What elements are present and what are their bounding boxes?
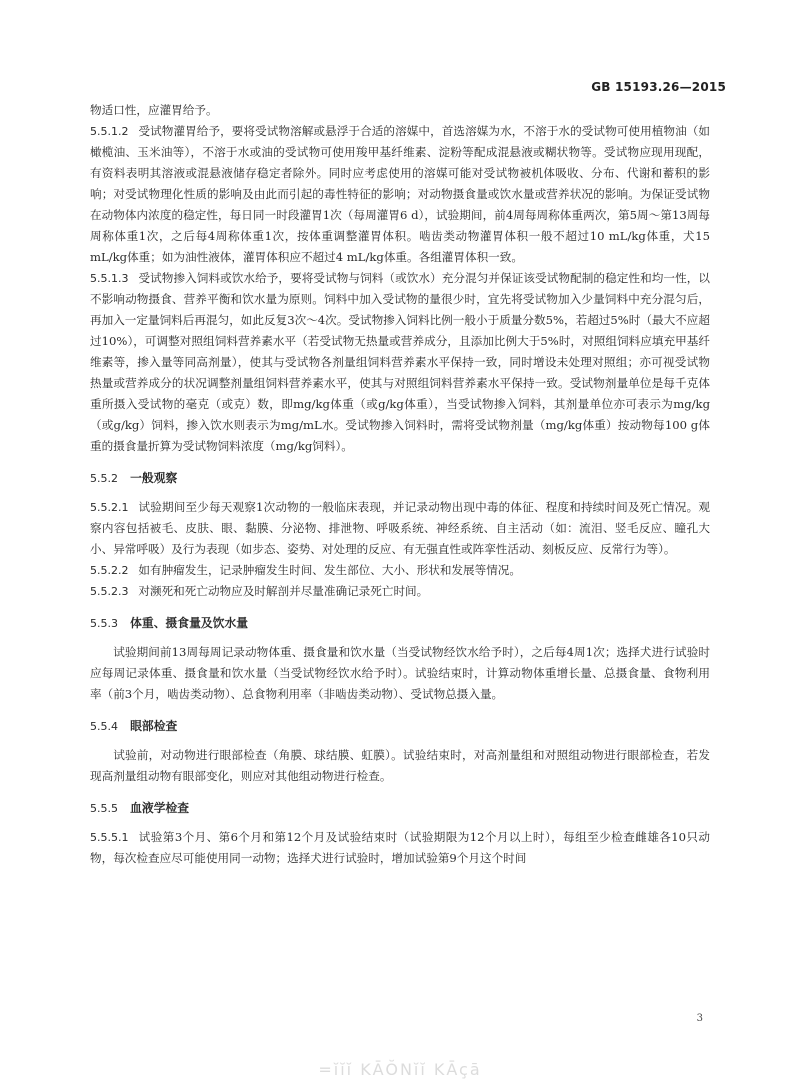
section-heading [90, 468, 710, 489]
paragraph [90, 268, 710, 457]
paragraph [90, 745, 710, 787]
clause-number: 5.5.2.1 [90, 501, 129, 514]
section-heading [90, 716, 710, 737]
section-number: 5.5.2 [90, 472, 118, 485]
clause-number: 5.5.1.2 [90, 125, 129, 138]
clause-number: 5.5.5.1 [90, 831, 129, 844]
paragraph-text: 试验期间前13周每周记录动物体重、摄食量和饮水量（当受试物经饮水给予时），之后每4周1次；选择犬进行试验时应每周记录体重、摄食量和饮水量（当受试物经饮水给予时）。试验结束时，计算动物体重增长量、总摄食量、食物利用率（前3个月，啮齿类动物）、总食物利用率（非啮齿类动物）、受试物总摄入量。 [90, 645, 710, 701]
section-title: 血液学检查 [130, 801, 190, 815]
paragraph [90, 100, 710, 121]
paragraph-text: 对濒死和死亡动物应及时解剖并尽量准确记录死亡时间。 [138, 584, 429, 598]
paragraph [90, 560, 710, 581]
paragraph [90, 827, 710, 869]
paragraph-text: 试验期间至少每天观察1次动物的一般临床表现，并记录动物出现中毒的体征、程度和持续时间及死亡情况。观察内容包括被毛、皮肤、眼、黏膜、分泌物、排泄物、呼吸系统、神经系统、自主活动（如：流泪、竖毛反应、瞳孔大小、异常呼吸）及行为表现（如步态、姿势、对处理的反应、有无强直性或阵挛性活动、刻板反应、反常行为等）。 [90, 500, 710, 556]
paragraph-text: 受试物灌胃给予，要将受试物溶解或悬浮于合适的溶媒中，首选溶媒为水，不溶于水的受试物可使用植物油（如橄榄油、玉米油等），不溶于水或油的受试物可使用羧甲基纤维素、淀粉等配成混悬液或糊状物等。受试物应现用现配，有资料表明其溶液或混悬液储存稳定者除外。同时应考虑使用的溶媒可能对受试物被机体吸收、分布、代谢和蓄积的影响；对受试物理化性质的影响及由此而引起的毒性特征的影响；对动物摄食量或饮水量或营养状况的影响。为保证受试物在动物体内浓度的稳定性，每日同一时段灌胃1次（每周灌胃6 d），试验期间，前4周每周称体重两次，第5周～第13周每周称体重1次，之后每4周称体重1次，按体重调整灌胃体积。啮齿类动物灌胃体积一般不超过10 mL/kg体重，犬15 mL/kg体重；如为油性液体，灌胃体积应不超过4 mL/kg体重。各组灌胃体积一致。 [90, 124, 710, 264]
section-title: 体重、摄食量及饮水量 [130, 616, 249, 630]
clause-number: 5.5.2.2 [90, 564, 129, 577]
paragraph [90, 121, 710, 268]
section-title: 一般观察 [130, 471, 178, 485]
section-number: 5.5.5 [90, 802, 118, 815]
section-number: 5.5.4 [90, 720, 118, 733]
paragraph [90, 497, 710, 560]
watermark-text: =ĭĭĭ KĀŎNĭĭ KĀçā [318, 1060, 482, 1079]
clause-number: 5.5.2.3 [90, 585, 129, 598]
paragraph [90, 581, 710, 602]
paragraph-text: 试验前，对动物进行眼部检查（角膜、球结膜、虹膜）。试验结束时，对高剂量组和对照组动物进行眼部检查，若发现高剂量组动物有眼部变化，则应对其他组动物进行检查。 [90, 748, 710, 783]
paragraph [90, 642, 710, 705]
document-body [90, 100, 710, 869]
clause-number: 5.5.1.3 [90, 272, 129, 285]
paragraph-text: 试验第3个月、第6个月和第12个月及试验结束时（试验期限为12个月以上时），每组至少检查雌雄各10只动物，每次检查应尽可能使用同一动物；选择犬进行试验时，增加试验第9个月这个时间 [90, 830, 710, 865]
page-number: 3 [696, 1013, 703, 1024]
section-heading [90, 613, 710, 634]
paragraph-text: 受试物掺入饲料或饮水给予，要将受试物与饲料（或饮水）充分混匀并保证该受试物配制的稳定性和均一性，以不影响动物摄食、营养平衡和饮水量为原则。饲料中加入受试物的量很少时，宜先将受试物加入少量饲料中充分混匀后，再加入一定量饲料后再混匀，如此反复3次～4次。受试物掺入饲料比例一般小于质量分数5%，若超过5%时（最大不应超过10%），可调整对照组饲料营养素水平（若受试物无热量或营养成分，且添加比例大于5%时，对照组饲料应填充甲基纤维素等，掺入量等同高剂量），使其与受试物各剂量组饲料营养素水平保持一致，同时增设未处理对照组；亦可视受试物热量或营养成分的状况调整剂量组饲料营养素水平，使其与对照组饲料营养素水平保持一致。受试物剂量单位是每千克体重所摄入受试物的毫克（或克）数，即mg/kg体重（或g/kg体重），当受试物掺入饲料，其剂量单位亦可表示为mg/kg（或g/kg）饲料，掺入饮水则表示为mg/mL水。受试物掺入饲料时，需将受试物剂量（mg/kg体重）按动物每100 g体重的摄食量折算为受试物饲料浓度（mg/kg饲料）。 [90, 271, 710, 453]
standard-number-header: GB 15193.26—2015 [591, 80, 726, 94]
paragraph-text: 如有肿瘤发生，记录肿瘤发生时间、发生部位、大小、形状和发展等情况。 [138, 563, 521, 577]
section-title: 眼部检查 [130, 719, 178, 733]
section-heading [90, 798, 710, 819]
paragraph-text: 物适口性，应灌胃给予。 [90, 103, 218, 117]
section-number: 5.5.3 [90, 617, 118, 630]
